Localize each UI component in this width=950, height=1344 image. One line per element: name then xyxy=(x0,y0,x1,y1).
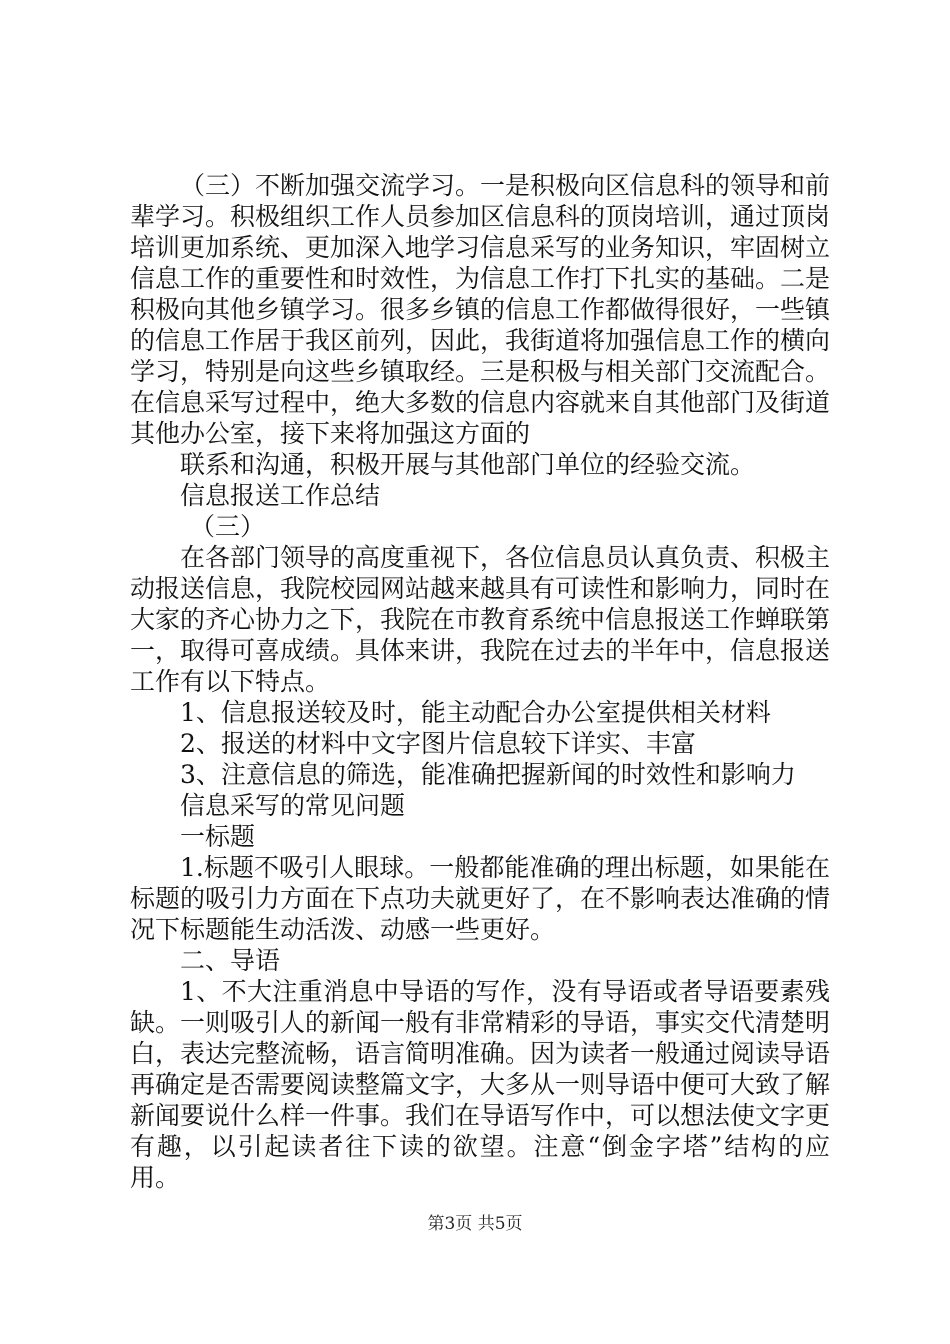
section-title-info-report-summary: 信息报送工作总结 xyxy=(180,481,381,510)
paragraph-title-problem: 1.标题不吸引人眼球。一般都能准确的理出标题，如果能在标题的吸引力方面在下点功夫就更好了，在不影响表达准确的情况下标题能生动活泼、动感一些更好。 xyxy=(130,853,831,944)
section-number: （三） xyxy=(190,512,266,541)
subheading-title: 一标题 xyxy=(180,822,256,851)
subheading-lead: 二、导语 xyxy=(180,946,281,975)
document-body xyxy=(130,170,830,1193)
paragraph-report-intro: 在各部门领导的高度重视下，各位信息员认真负责、积极主动报送信息，我院校园网站越来越具有可读性和影响力，同时在大家的齐心协力之下，我院在市教育系统中信息报送工作蝉联第一，取得可喜成绩。具体来讲，我院在过去的半年中，信息报送工作有以下特点。 xyxy=(130,543,831,696)
paragraph-lead-problem: 1、不大注重消息中导语的写作，没有导语或者导语要素残缺。一则吸引人的新闻一般有非常精彩的导语，事实交代清楚明白，表达完整流畅，语言简明准确。因为读者一般通过阅读导语再确定是否需要阅读整篇文字，大多从一则导语中便可大致了解新闻要说什么样一件事。我们在导语写作中，可以想法使文字更有趣，以引起读者往下读的欲望。注意“倒金字塔”结构的应用。 xyxy=(130,977,831,1192)
list-item-3: 3、注意信息的筛选，能准确把握新闻的时效性和影响力 xyxy=(180,760,796,789)
paragraph-communication: 联系和沟通，积极开展与其他部门单位的经验交流。 xyxy=(180,450,756,479)
page-footer: 第3页 共5页 xyxy=(427,1214,523,1234)
list-item-2: 2、报送的材料中文字图片信息较下详实、丰富 xyxy=(180,729,696,758)
paragraph-exchange-learning: （三）不断加强交流学习。一是积极向区信息科的领导和前辈学习。积极组织工作人员参加区信息科的顶岗培训，通过顶岗培训更加系统、更加深入地学习信息采写的业务知识，牢固树立信息工作的重要性和时效性，为信息工作打下扎实的基础。二是积极向其他乡镇学习。很多乡镇的信息工作都做得很好，一些镇的信息工作居于我区前列，因此，我街道将加强信息工作的横向学习，特别是向这些乡镇取经。三是积极与相关部门交流配合。在信息采写过程中，绝大多数的信息内容就来自其他部门及街道其他办公室，接下来将加强这方面的 xyxy=(130,171,831,448)
section-title-common-problems: 信息采写的常见问题 xyxy=(180,791,406,820)
list-item-1: 1、信息报送较及时，能主动配合办公室提供相关材料 xyxy=(180,698,771,727)
